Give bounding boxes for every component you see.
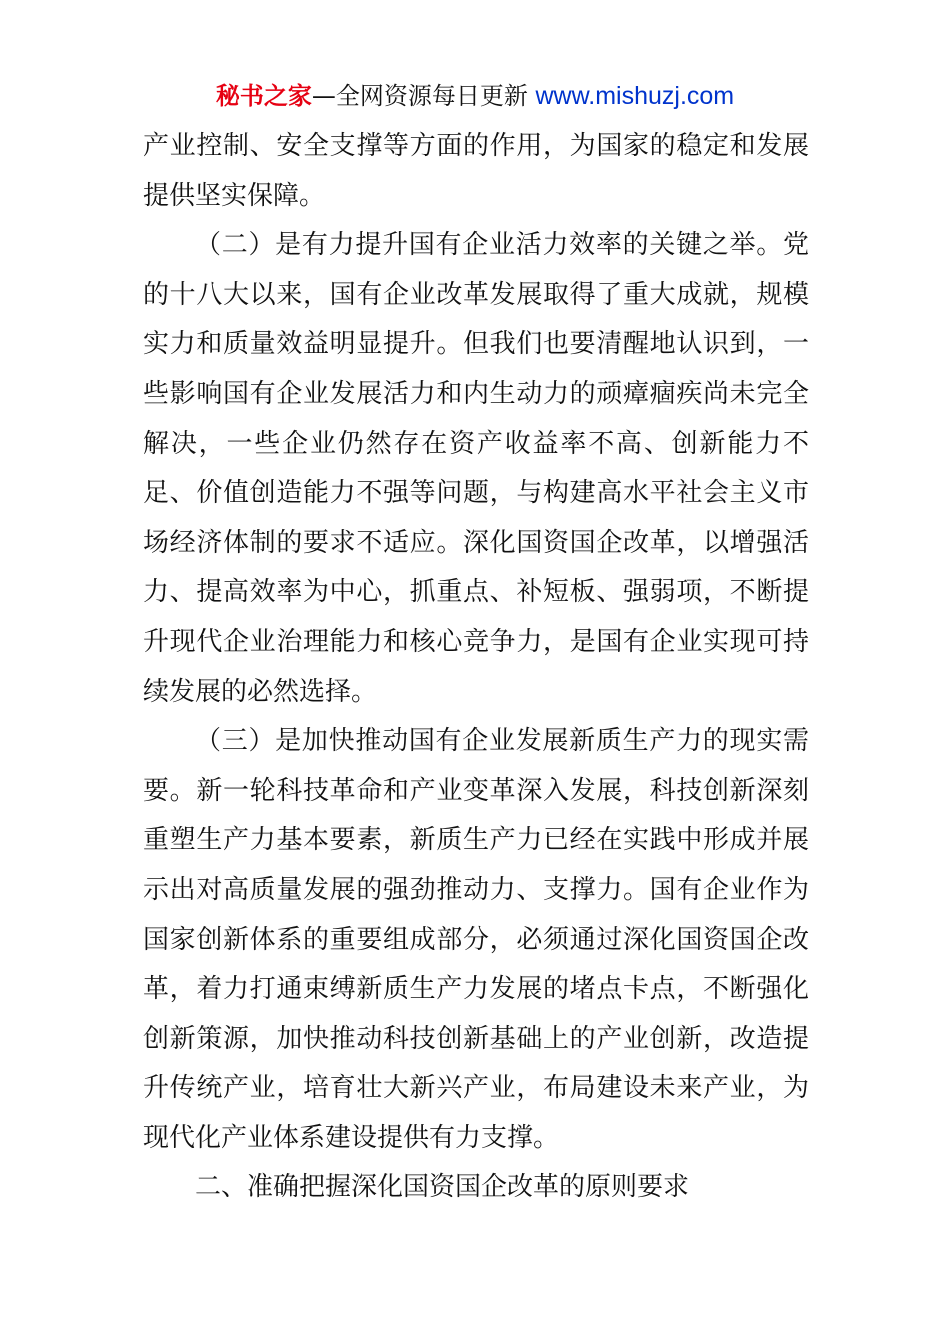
text-line: （二）是有力提升国有企业活力效率的关键之举。党: [195, 230, 809, 261]
site-url: www.mishuzj.com: [535, 82, 735, 110]
text-line: 现代化产业体系建设提供有力支撑。: [143, 1122, 560, 1153]
text-line: 场经济体制的要求不适应。深化国资国企改革，以增强活: [143, 527, 809, 558]
site-tagline: —全网资源每日更新: [311, 82, 528, 110]
site-brand: 秘书之家: [215, 82, 312, 110]
text-line: 升现代企业治理能力和核心竞争力，是国有企业实现可持: [143, 626, 809, 657]
text-line: 要。新一轮科技革命和产业变革深入发展，科技创新深刻: [143, 775, 809, 806]
text-line: 创新策源，加快推动科技创新基础上的产业创新，改造提: [143, 1023, 809, 1054]
text-line: 升传统产业，培育壮大新兴产业，布局建设未来产业，为: [143, 1073, 809, 1104]
site-header: [0, 78, 950, 114]
text-line: （三）是加快推动国有企业发展新质生产力的现实需: [195, 726, 809, 757]
text-line: 解决，一些企业仍然存在资产收益率不高、创新能力不: [143, 428, 809, 459]
text-line: 示出对高质量发展的强劲推动力、支撑力。国有企业作为: [143, 874, 809, 905]
text-line: 续发展的必然选择。: [143, 676, 378, 707]
text-line: 些影响国有企业发展活力和内生动力的顽瘴痼疾尚未完全: [143, 378, 809, 409]
text-line: 力、提高效率为中心，抓重点、补短板、强弱项，不断提: [143, 577, 809, 608]
text-line: 国家创新体系的重要组成部分，必须通过深化国资国企改: [143, 924, 809, 955]
section-heading: 二、准确把握深化国资国企改革的原则要求: [195, 1172, 690, 1203]
document-body: [143, 122, 809, 1213]
text-line: 实力和质量效益明显提升。但我们也要清醒地认识到，一: [143, 329, 809, 360]
text-line: 革，着力打通束缚新质生产力发展的堵点卡点，不断强化: [143, 974, 809, 1005]
text-line: 提供坚实保障。: [143, 180, 326, 211]
text-line: 的十八大以来，国有企业改革发展取得了重大成就，规模: [143, 279, 809, 310]
text-line: 重塑生产力基本要素，新质生产力已经在实践中形成并展: [143, 825, 809, 856]
text-line: 足、价值创造能力不强等问题，与构建高水平社会主义市: [143, 478, 809, 509]
text-line: 产业控制、安全支撑等方面的作用，为国家的稳定和发展: [143, 131, 809, 161]
